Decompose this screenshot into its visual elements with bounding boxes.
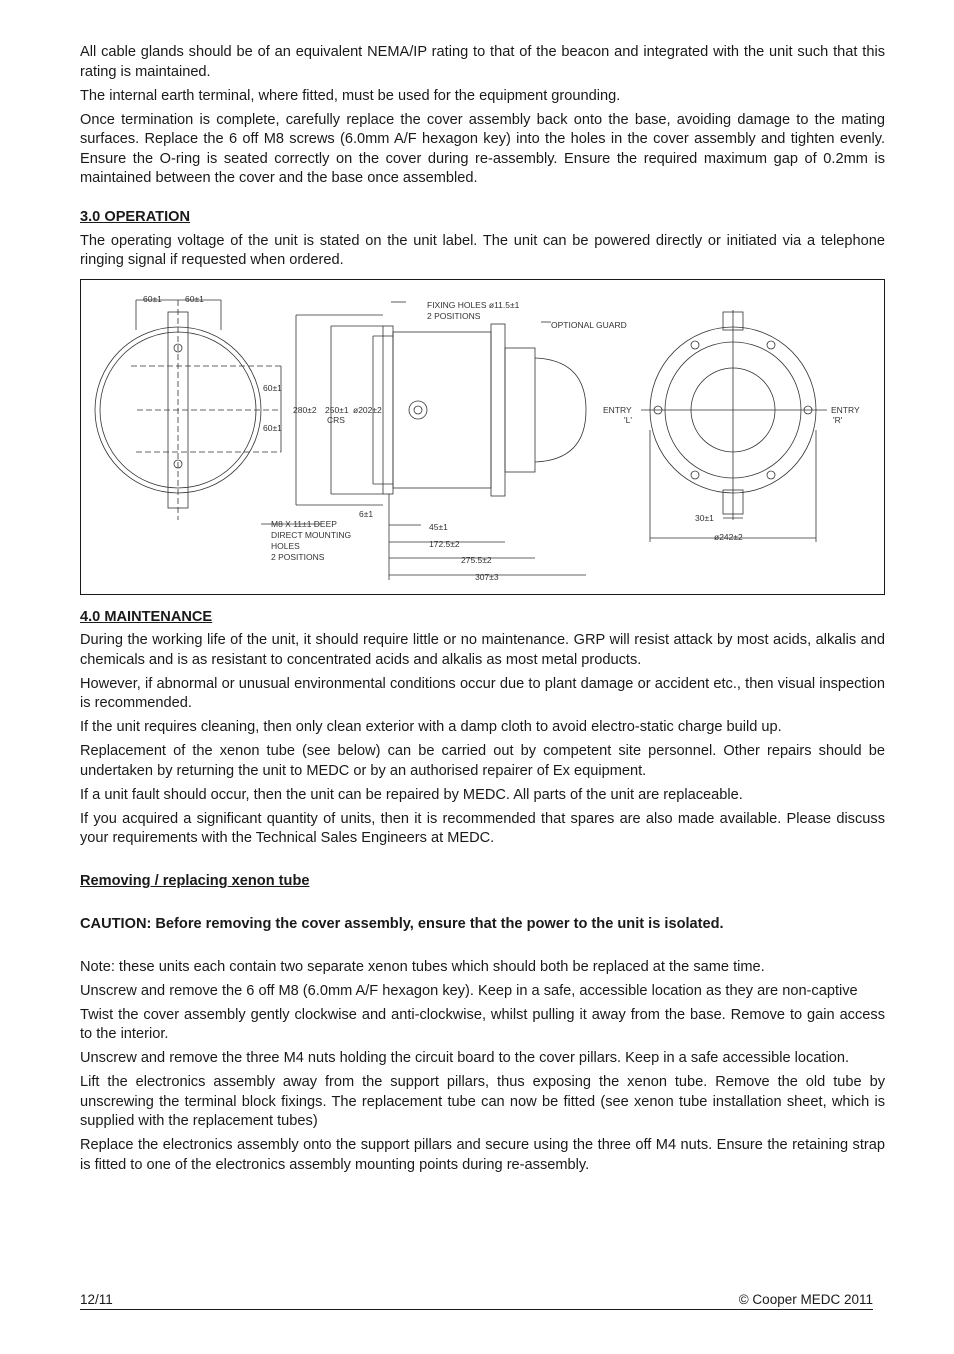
dim-250: 250±1 [325,404,349,415]
dim-45: 45±1 [429,521,448,532]
fixing-holes-label: FIXING HOLES ø11.5±1 [427,299,520,310]
maintenance-paragraph-5: If a unit fault should occur, then the unit can be repaired by MEDC. All parts of the unit are replaceable. [80,786,743,803]
xenon-paragraph-1: Note: these units each contain two separate xenon tubes which should both be replaced at the same time. [80,958,765,975]
mounting-holes-line-1: M8 X 11±1 DEEP [271,518,337,529]
dim-275: 275.5±2 [461,554,492,565]
maintenance-paragraph-3: If the unit requires cleaning, then only clean exterior with a damp cloth to avoid electro-static charge build up. [80,719,782,735]
intro-paragraph-3: Once termination is complete, carefully replace the cover assembly back onto the base, avoiding damage to the mating surfaces. Replace the 6 off M8 screws (6.0mm A/F hexagon key) into the holes in the cover assembly and tighten evenly. Ensure the O-ring is seated correctly on the cover during re-assembly. Ensure the required maximum gap of 0.2mm is maintained between the cover and the base once assembled. [80,111,885,186]
dim-60-top-left: 60±1 [143,293,162,304]
caution-text: CAUTION: Before removing the cover assembly, ensure that the power to the unit is isolated. [80,915,724,932]
maintenance-paragraph-1: During the working life of the unit, it should require little or no maintenance. GRP will resist attack by most acids, alkalis and chemicals and is as resistant to concentrated acids and alkalis as most metal products. [80,632,885,668]
dim-202: ø202±2 [353,404,382,415]
operation-paragraph: The operating voltage of the unit is stated on the unit label. The unit can be powered directly or initiated via a telephone ringing signal if requested when ordered. [80,232,885,268]
entry-r-marker: 'R' [833,414,843,425]
entry-l-marker: 'L' [624,414,632,425]
maintenance-paragraph-2: However, if abnormal or unusual environmental conditions occur due to plant damage or accident etc., then visual inspection is recommended. [80,675,885,711]
xenon-paragraph-6: Replace the electronics assembly onto the support pillars and secure using the three off M4 nuts. Ensure the retaining strap is fitted to one of the electronics assembly mounting points during re-assembly. [80,1137,885,1173]
dim-172: 172.5±2 [429,538,460,549]
maintenance-paragraph-6: If you acquired a significant quantity of units, then it is recommended that spares are also made available. Please discuss your requirements with the Technical Sales Engineers at MEDC. [80,810,885,846]
dim-242: ø242±2 [714,531,743,542]
dim-60-right-upper: 60±1 [263,382,282,393]
dim-6: 6±1 [359,508,374,519]
xenon-paragraph-5: Lift the electronics assembly away from the support pillars, thus exposing the xenon tube. Remove the old tube by unscrewing the terminal block fixings. The replacement tube can now be fitted (see xenon tube installation sheet, which is supplied with the replacement tubes) [80,1074,885,1129]
page-body [80,43,885,1180]
dim-307: 307±3 [475,571,499,582]
mounting-holes-line-3: HOLES [271,540,300,551]
technical-drawing [80,279,885,595]
entry-r-label: ENTRY [831,404,860,415]
intro-paragraph-2: The internal earth terminal, where fitted, must be used for the equipment grounding. [80,87,621,104]
dim-30: 30±1 [695,512,714,523]
dim-60-right-lower: 60±1 [263,422,282,433]
maintenance-paragraph-4: Replacement of the xenon tube (see below) can be carried out by competent site personnel. Other repairs should be undertaken by returning the unit to MEDC or by an authorised repairer of Ex equipment. [80,743,885,779]
intro-paragraph-1: All cable glands should be of an equivalent NEMA/IP rating to that of the beacon and integrated with the unit such that this rating is maintained. [80,44,885,80]
footer-date: 12/11 [80,1292,113,1307]
xenon-heading: Removing / replacing xenon tube [80,873,310,889]
dim-60-top-right: 60±1 [185,293,204,304]
footer-copyright: © Cooper MEDC 2011 [738,1292,873,1307]
optional-guard-label: OPTIONAL GUARD [551,319,627,330]
xenon-paragraph-3: Twist the cover assembly gently clockwise and anti-clockwise, whilst pulling it away from the base. Remove to gain access to the interior. [80,1006,885,1042]
dim-crs: CRS [327,414,345,425]
mounting-holes-line-2: DIRECT MOUNTING [271,529,352,540]
fixing-holes-positions: 2 POSITIONS [427,310,481,321]
drawing-svg [81,280,873,596]
mounting-holes-line-4: 2 POSITIONS [271,551,325,562]
xenon-paragraph-4: Unscrew and remove the three M4 nuts holding the circuit board to the cover pillars. Keep in a safe accessible location. [80,1050,850,1066]
dim-280: 280±2 [293,404,317,415]
entry-l-label: ENTRY [603,404,632,415]
page-footer [80,1292,873,1310]
operation-heading: 3.0 OPERATION [80,209,191,225]
maintenance-heading: 4.0 MAINTENANCE [80,608,213,625]
xenon-paragraph-2: Unscrew and remove the 6 off M8 (6.0mm A/F hexagon key). Keep in a safe, accessible location as they are non-captive [80,982,858,999]
